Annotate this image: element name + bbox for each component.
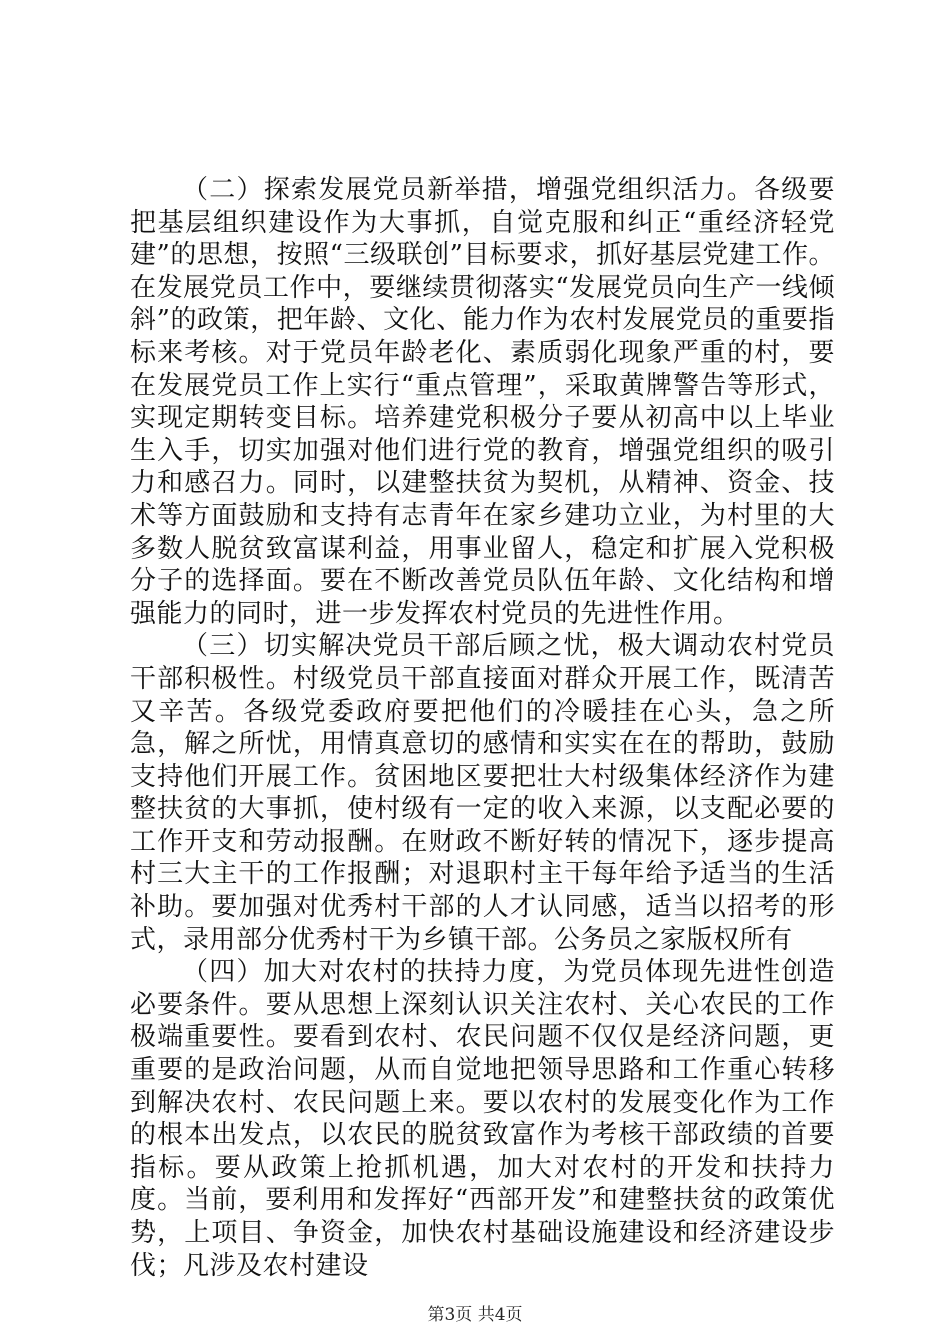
document-body <box>130 174 835 1282</box>
paragraph-4: （四）加大对农村的扶持力度，为党员体现先进性创造必要条件。要从思想上深刻认识关注农村、关心农民的工作极端重要性。要看到农村、农民问题不仅仅是经济问题，更重要的是政治问题，从而自觉地把领导思路和工作重心转移到解决农村、农民问题上来。要以农村的发展变化作为工作的根本出发点，以农民的脱贫致富作为考核干部政绩的首要指标。要从政策上抢抓机遇，加大对农村的开发和扶持力度。当前，要利用和发挥好“西部开发”和建整扶贫的政策优势，上项目、争资金，加快农村基础设施建设和经济建设步伐；凡涉及农村建设 <box>130 957 835 1281</box>
paragraph-3: （三）切实解决党员干部后顾之忧，极大调动农村党员干部积极性。村级党员干部直接面对群众开展工作，既清苦又辛苦。各级党委政府要把他们的冷暖挂在心头，急之所急，解之所忧，用情真意切的感情和实实在在的帮助，鼓励支持他们开展工作。贫困地区要把壮大村级集体经济作为建整扶贫的大事抓，使村级有一定的收入来源，以支配必要的工作开支和劳动报酬。在财政不断好转的情况下，逐步提高村三大主干的工作报酬；对退职村主干每年给予适当的生活补助。要加强对优秀村干部的人才认同感，适当以招考的形式，录用部分优秀村干为乡镇干部。公务员之家版权所有 <box>130 631 835 955</box>
page-footer: 第3页 共4页 <box>427 1305 523 1325</box>
paragraph-2: （二）探索发展党员新举措，增强党组织活力。各级要把基层组织建设作为大事抓，自觉克服和纠正“重经济轻党建”的思想，按照“三级联创”目标要求，抓好基层党建工作。在发展党员工作中，要继续贯彻落实“发展党员向生产一线倾斜”的政策，把年龄、文化、能力作为农村发展党员的重要指标来考核。对于党员年龄老化、素质弱化现象严重的村，要在发展党员工作上实行“重点管理”，采取黄牌警告等形式，实现定期转变目标。培养建党积极分子要从初高中以上毕业生入手，切实加强对他们进行党的教育，增强党组织的吸引力和感召力。同时，以建整扶贫为契机，从精神、资金、技术等方面鼓励和支持有志青年在家乡建功立业，为村里的大多数人脱贫致富谋利益，用事业留人，稳定和扩展入党积极分子的选择面。要在不断改善党员队伍年龄、文化结构和增强能力的同时，进一步发挥农村党员的先进性作用。 <box>130 175 835 629</box>
